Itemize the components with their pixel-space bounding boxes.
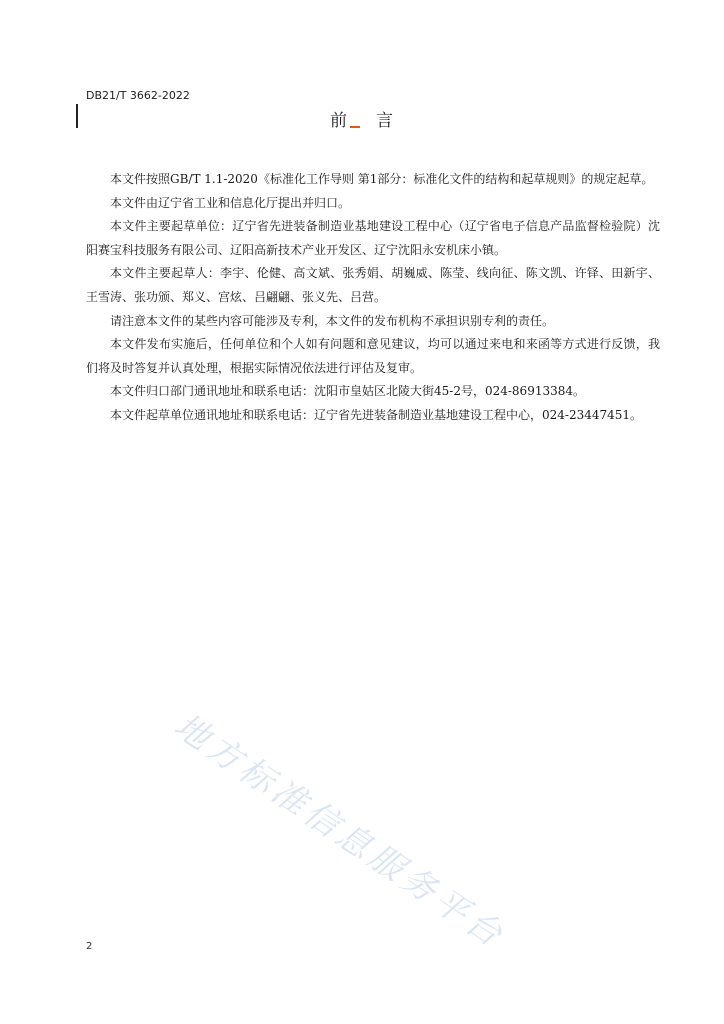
page-title — [0, 106, 724, 131]
title-left-char: 前 — [330, 111, 348, 131]
foreword-body — [86, 168, 660, 428]
paragraph-proposer: 本文件由辽宁省工业和信息化厅提出并归口。 — [110, 195, 351, 210]
paragraph-drafting-units: 本文件主要起草单位：辽宁省先进装备制造业基地建设工程中心（辽宁省电子信息产品监督检验院）沈阳赛宝科技服务有限公司、辽阳高新技术产业开发区、辽宁沈阳永安机床小镇。 — [86, 219, 660, 257]
watermark: 地方标准信息服务平台 — [166, 705, 513, 958]
title-right-char: 言 — [376, 111, 394, 131]
paragraph-drafters: 本文件主要起草人：李宇、伦健、高文斌、张秀娟、胡巍威、陈莹、线向征、陈文凯、许铎、田新宇、王雪涛、张功颁、郑义、宫炫、吕翩翩、张义先、吕营。 — [86, 266, 660, 304]
paragraph-patent-notice: 请注意本文件的某些内容可能涉及专利，本文件的发布机构不承担识别专利的责任。 — [110, 313, 555, 328]
document-number: DB21/T 3662-2022 — [86, 89, 190, 102]
paragraph-drafting-rules: 本文件按照GB/T 1.1-2020《标准化工作导则 第1部分：标准化文件的结构和起草规则》的规定起草。 — [110, 172, 654, 186]
paragraph-authority-contact: 本文件归口部门通讯地址和联系电话：沈阳市皇姑区北陵大街45-2号，024-86913384。 — [110, 384, 585, 399]
text-cursor-mark — [350, 126, 360, 128]
paragraph-feedback: 本文件发布实施后，任何单位和个人如有问题和意见建议，均可以通过来电和来函等方式进行反馈，我们将及时答复并认真处理，根据实际情况依法进行评估及复审。 — [86, 337, 660, 375]
paragraph-drafter-contact: 本文件起草单位通讯地址和联系电话：辽宁省先进装备制造业基地建设工程中心，024-23447451。 — [110, 407, 643, 422]
page-number: 2 — [86, 941, 93, 952]
